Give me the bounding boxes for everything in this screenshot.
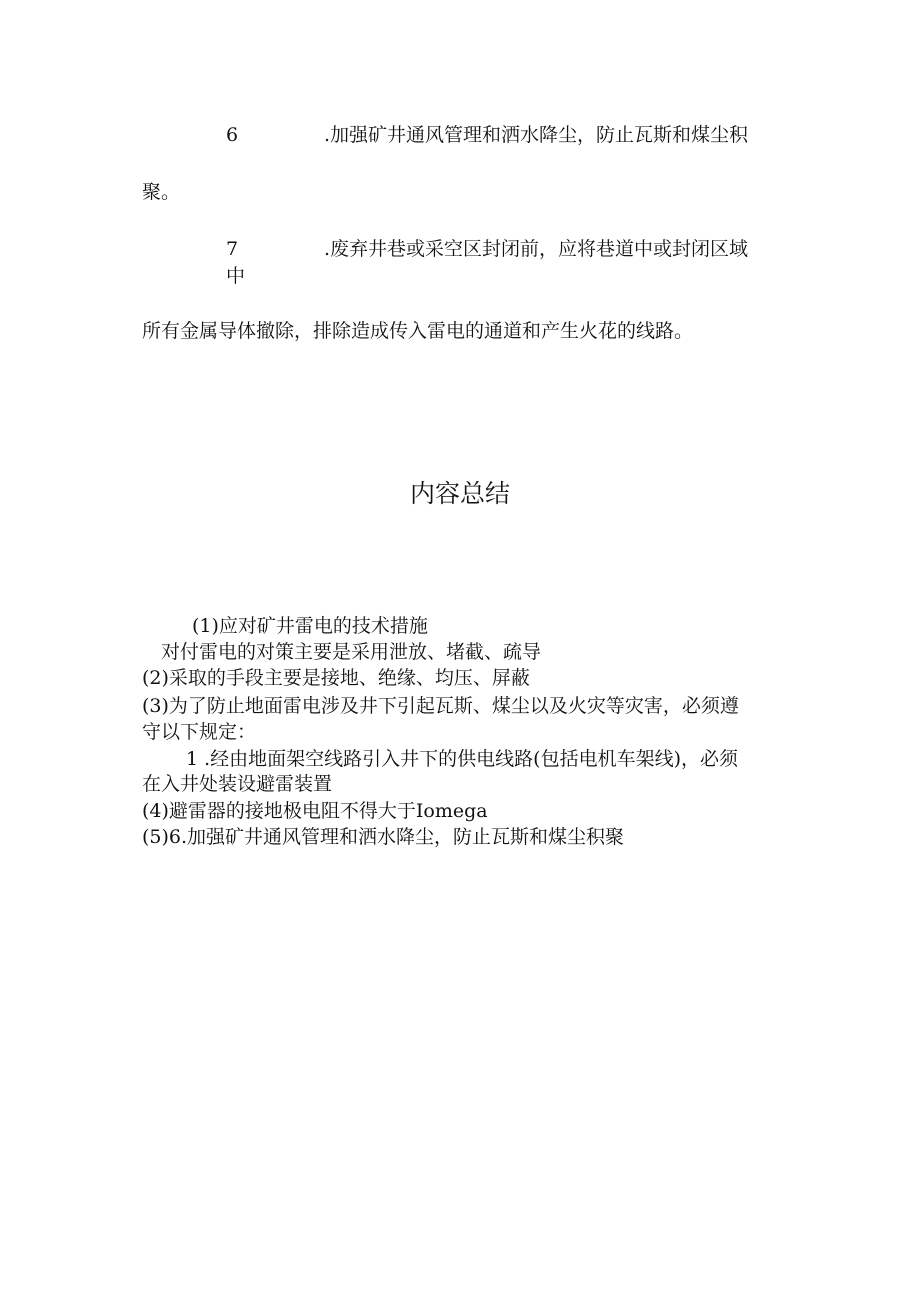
item-6-number: 6: [226, 124, 239, 146]
item-7-number: 7: [226, 238, 239, 260]
summary-line-7: 在入井处装设避雷装置: [142, 773, 333, 795]
summary-line-6: 1 .经由地面架空线路引入井下的供电线路(包括电机车架线)，必须: [186, 748, 738, 770]
item-7-continuation: 所有金属导体撤除，排除造成传入雷电的通道和产生火花的线路。: [142, 320, 694, 342]
summary-line-9: (5)6.加强矿井通风管理和洒水降尘，防止瓦斯和煤尘积聚: [142, 826, 625, 848]
summary-line-5: 守以下规定：: [142, 721, 257, 743]
summary-line-2: 对付雷电的对策主要是采用泄放、堵截、疏导: [161, 641, 542, 663]
summary-line-3: (2)采取的手段主要是接地、绝缘、均压、屏蔽: [142, 667, 530, 689]
summary-line-1: (1)应对矿井雷电的技术措施: [192, 615, 428, 637]
item-7-number-char: 中: [226, 265, 246, 287]
item-6-continuation: 聚。: [142, 181, 181, 203]
summary-title: 内容总结: [409, 479, 510, 508]
summary-line-4: (3)为了防止地面雷电涉及井下引起瓦斯、煤尘以及火灾等灾害，必须遵: [142, 695, 739, 717]
item-7-text: .废弃井巷或采空区封闭前，应将巷道中或封闭区域: [324, 238, 749, 260]
summary-line-8: (4)避雷器的接地极电阻不得大于Iomega: [142, 800, 488, 822]
item-6-text: .加强矿井通风管理和洒水降尘，防止瓦斯和煤尘积: [324, 124, 749, 146]
